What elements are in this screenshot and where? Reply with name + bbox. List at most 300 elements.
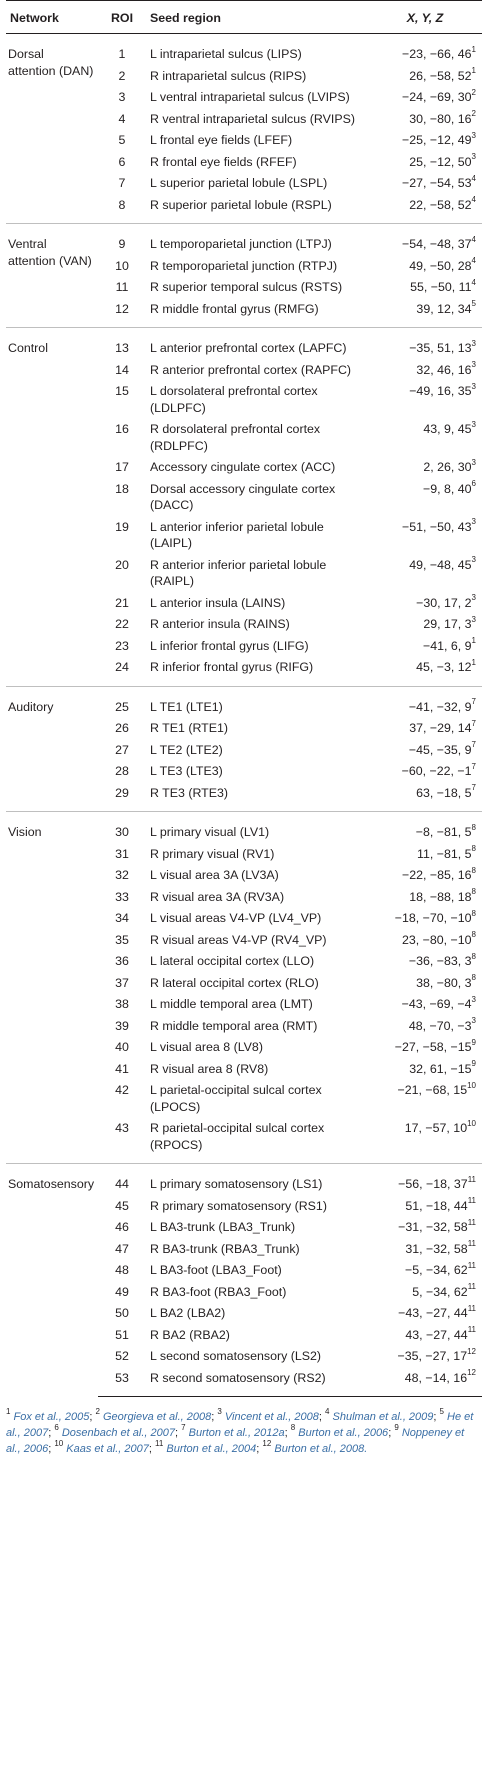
coordinate-value: 49, −50, 28 <box>409 258 472 273</box>
footnote-number: 4 <box>324 1407 330 1417</box>
network-group <box>6 686 482 812</box>
reference-superscript: 9 <box>471 1059 476 1069</box>
coordinate-value: 39, 12, 34 <box>416 301 472 316</box>
roi-number: 31 <box>115 846 129 861</box>
roi-number: 17 <box>115 460 129 474</box>
coordinate-value: −27, −54, 53 <box>401 176 472 190</box>
coordinates <box>368 656 482 686</box>
roi-number: 1 <box>118 47 126 61</box>
coordinate-value: −21, −68, 15 <box>397 1083 468 1097</box>
seed-region: L middle temporal area (LMT) <box>150 997 313 1011</box>
coordinate-value: −35, 51, 13 <box>409 341 472 355</box>
network-group <box>6 1164 482 1397</box>
coordinates <box>368 554 482 592</box>
coordinates <box>368 65 482 87</box>
footnote-item <box>54 1439 149 1455</box>
reference-superscript: 3 <box>471 994 476 1004</box>
reference-superscript: 3 <box>471 360 476 370</box>
footnote-item <box>217 1407 319 1423</box>
coordinates <box>368 34 482 65</box>
footnote-number: 3 <box>217 1407 222 1417</box>
coordinate-value: 43, −27, 44 <box>405 1327 468 1342</box>
footnote-citation[interactable]: He et al., 2007 <box>6 1411 474 1439</box>
coordinates <box>368 456 482 478</box>
coordinates <box>368 592 482 614</box>
roi-number: 47 <box>115 1241 129 1256</box>
roi-number: 51 <box>115 1327 129 1342</box>
seed-region: R middle frontal gyrus (RMFG) <box>150 301 319 316</box>
coordinate-value: 55, −50, 11 <box>410 280 472 294</box>
coordinate-value: 11, −81, 5 <box>417 846 472 861</box>
header-seed-region: Seed region <box>146 1 368 34</box>
coordinates <box>368 929 482 951</box>
reference-superscript: 9 <box>471 1037 476 1047</box>
reference-superscript: 1 <box>471 66 476 76</box>
seed-region: R primary visual (RV1) <box>150 846 275 861</box>
seed-region: R dorsolateral prefrontal cortex (RDLPFC) <box>150 422 321 453</box>
coordinate-value: −22, −85, 16 <box>401 868 472 882</box>
coordinates <box>368 886 482 908</box>
coordinates <box>368 516 482 554</box>
footnotes: $^1$ Fox et al., 2005; $^2$ Georgieva et al., 2008; $^3$ Vincent et al., 2008; $^4$ Shulman et al., 2009; $^5$ He et al., 2007; $^6$ Dosenbach et al., 2007; $^7$ Burton et al., 2012a; $^8$ Burton et al., 2006; $^9$ Noppeney et al., 2006; $^{10}$ Kaas et al., 2007; $^{11}$ Burton et al., 2004; $^{12}$ Burton et al., 2008. <box>6 1407 474 1455</box>
seed-region: L parietal-occipital sulcal cortex (LPOCS) <box>150 1083 322 1114</box>
header-coordinates: X, Y, Z <box>368 1 482 34</box>
coordinates <box>368 108 482 130</box>
coordinates <box>368 812 482 843</box>
reference-superscript: 2 <box>471 109 476 119</box>
reference-superscript: 4 <box>471 195 476 205</box>
seed-region: R anterior inferior parietal lobule (RAIPL) <box>150 557 327 588</box>
coordinate-value: −18, −70, −10 <box>394 911 472 925</box>
roi-number: 19 <box>115 519 129 534</box>
roi-number: 53 <box>98 1367 146 1397</box>
seed-region: R superior temporal sulcus (RSTS) <box>150 280 343 294</box>
seed-region: L frontal eye fields (LFEF) <box>150 133 293 147</box>
coordinate-value: 63, −18, 5 <box>416 785 472 800</box>
reference-superscript: 3 <box>471 457 476 467</box>
footnote-item <box>6 1407 90 1423</box>
roi-number: 29 <box>115 785 129 800</box>
reference-superscript: 8 <box>471 887 476 897</box>
footnote-number: 1 <box>6 1407 11 1417</box>
seed-region: R BA3-foot (RBA3_Foot) <box>150 1284 287 1299</box>
coordinate-value: 5, −34, 62 <box>412 1284 468 1299</box>
reference-superscript: 3 <box>471 338 476 348</box>
table-row <box>6 686 482 717</box>
seed-region: R superior parietal lobule (RSPL) <box>150 197 332 212</box>
network-group <box>6 224 482 328</box>
roi-number: 50 <box>115 1306 129 1320</box>
roi-number: 33 <box>115 889 129 904</box>
roi-number: 44 <box>98 1164 146 1195</box>
roi-number: 18 <box>115 481 129 496</box>
coordinate-value: 38, −80, 3 <box>416 975 472 990</box>
network-name: Somatosensory <box>6 1164 98 1397</box>
reference-superscript: 11 <box>467 1303 476 1313</box>
table-row <box>6 34 482 65</box>
roi-table <box>6 0 482 1397</box>
coordinate-value: −31, −32, 58 <box>398 1220 468 1234</box>
roi-number: 12 <box>115 301 129 316</box>
coordinate-value: −24, −69, 30 <box>401 90 472 104</box>
coordinates <box>368 635 482 657</box>
roi-number: 9 <box>98 224 146 255</box>
seed-region: L TE3 (LTE3) <box>150 764 223 778</box>
seed-region: R inferior frontal gyrus (RIFG) <box>150 660 314 674</box>
reference-superscript: 5 <box>471 299 476 309</box>
coordinate-value: −9, 8, 40 <box>422 481 472 496</box>
reference-superscript: 8 <box>471 973 476 983</box>
coordinates <box>368 328 482 359</box>
coordinates <box>368 194 482 224</box>
coordinates <box>368 686 482 717</box>
footnote-number: 12 <box>262 1439 272 1449</box>
seed-region: L primary somatosensory (LS1) <box>146 1164 368 1195</box>
coordinates <box>368 1302 482 1324</box>
seed-region: L intraparietal sulcus (LIPS) <box>150 47 302 61</box>
coordinates <box>368 172 482 194</box>
coordinates <box>368 478 482 516</box>
coordinate-value: 23, −80, −10 <box>401 932 472 947</box>
roi-number: 38 <box>115 997 129 1011</box>
reference-superscript: 12 <box>467 1346 476 1356</box>
footnote-number: 9 <box>394 1423 399 1433</box>
reference-superscript: 8 <box>471 865 476 875</box>
coordinate-value: −5, −34, 62 <box>404 1263 468 1277</box>
roi-number: 37 <box>115 975 129 990</box>
reference-superscript: 8 <box>471 844 476 854</box>
coordinates <box>368 739 482 761</box>
footnote-number: 5 <box>439 1407 444 1417</box>
coordinates <box>368 380 482 418</box>
coordinate-value: −23, −66, 46 <box>401 47 472 61</box>
coordinate-value: 32, 61, −15 <box>409 1061 472 1076</box>
coordinates <box>368 255 482 277</box>
reference-superscript: 4 <box>471 173 476 183</box>
coordinates <box>368 1036 482 1058</box>
roi-number: 49 <box>115 1284 129 1299</box>
seed-region: L BA2 (LBA2) <box>150 1306 226 1320</box>
coordinate-value: −43, −69, −4 <box>401 997 472 1011</box>
seed-region: R intraparietal sulcus (RIPS) <box>150 68 307 83</box>
footnote-citation[interactable]: Burton et al., 2008. <box>274 1443 368 1455</box>
roi-number: 14 <box>115 362 129 377</box>
seed-region: Accessory cingulate cortex (ACC) <box>150 460 336 474</box>
roi-number: 39 <box>115 1018 129 1033</box>
footnote-item <box>262 1439 368 1455</box>
roi-number: 42 <box>115 1083 129 1097</box>
coordinate-value: −8, −81, 5 <box>415 825 472 839</box>
network-group <box>6 812 482 1164</box>
reference-superscript: 11 <box>467 1196 476 1206</box>
coordinates <box>368 1216 482 1238</box>
footnote-citation[interactable]: Burton et al., 2006 <box>298 1427 389 1439</box>
roi-number: 22 <box>115 617 129 631</box>
coordinate-value: −27, −58, −15 <box>394 1040 472 1054</box>
network-group <box>6 34 482 224</box>
seed-region: R visual areas V4-VP (RV4_VP) <box>150 932 327 947</box>
coordinate-value: 49, −48, 45 <box>409 557 472 572</box>
footnote-citation[interactable]: Kaas et al., 2007 <box>66 1443 149 1455</box>
roi-number: 48 <box>115 1263 129 1277</box>
network-name: Control <box>6 328 98 687</box>
roi-number: 6 <box>118 154 126 169</box>
reference-superscript: 10 <box>467 1118 476 1128</box>
coordinate-value: 31, −32, 58 <box>405 1241 468 1256</box>
roi-number: 28 <box>115 764 129 778</box>
reference-superscript: 8 <box>471 951 476 961</box>
roi-number: 4 <box>118 111 126 126</box>
coordinates <box>368 843 482 865</box>
roi-number: 7 <box>118 176 126 190</box>
coordinates <box>368 972 482 994</box>
coordinates <box>368 418 482 456</box>
coordinates <box>368 1058 482 1080</box>
footnote-number: 7 <box>181 1423 186 1433</box>
reference-superscript: 12 <box>467 1368 476 1378</box>
table-header <box>6 1 482 34</box>
roi-number: 2 <box>118 68 126 83</box>
coordinate-value: 51, −18, 44 <box>405 1198 468 1213</box>
table-row <box>6 328 482 359</box>
reference-superscript: 10 <box>467 1080 476 1090</box>
footnote-item <box>54 1423 175 1439</box>
seed-region: R TE1 (RTE1) <box>150 721 229 735</box>
reference-superscript: 11 <box>467 1282 476 1292</box>
footnote-citation[interactable]: Georgieva et al., 2008 <box>102 1411 212 1423</box>
reference-superscript: 4 <box>471 277 476 287</box>
seed-region: R lateral occipital cortex (RLO) <box>150 975 319 990</box>
roi-number: 21 <box>115 595 129 610</box>
seed-region: R middle temporal area (RMT) <box>150 1018 318 1033</box>
seed-region: L visual areas V4-VP (LV4_VP) <box>150 911 322 925</box>
roi-number: 34 <box>115 911 129 925</box>
seed-region: R BA3-trunk (RBA3_Trunk) <box>150 1241 300 1256</box>
coordinate-value: 17, −57, 10 <box>404 1121 468 1135</box>
reference-superscript: 1 <box>471 636 476 646</box>
footnote-number: 2 <box>95 1407 100 1417</box>
seed-region: R parietal-occipital sulcal cortex (RPOCS) <box>150 1121 325 1152</box>
roi-number: 23 <box>115 638 129 653</box>
coordinates <box>368 717 482 739</box>
coordinate-value: 37, −29, 14 <box>409 721 472 735</box>
seed-region: L superior parietal lobule (LSPL) <box>150 176 328 190</box>
coordinate-value: 45, −3, 12 <box>416 660 472 674</box>
reference-superscript: 3 <box>471 593 476 603</box>
reference-superscript: 3 <box>471 130 476 140</box>
coordinate-value: 43, 9, 45 <box>423 422 472 436</box>
roi-number: 41 <box>115 1061 129 1076</box>
roi-number: 45 <box>115 1198 129 1213</box>
coordinates <box>368 1117 482 1164</box>
coordinate-value: −49, 16, 35 <box>409 384 472 398</box>
coordinates <box>368 86 482 108</box>
seed-region: L BA3-foot (LBA3_Foot) <box>150 1263 282 1277</box>
seed-region: L anterior inferior parietal lobule (LAIPL) <box>150 519 324 550</box>
reference-superscript: 2 <box>471 87 476 97</box>
footnote-item <box>181 1423 285 1439</box>
coordinate-value: −43, −27, 44 <box>398 1306 468 1320</box>
seed-region: L visual area 3A (LV3A) <box>150 868 279 882</box>
reference-superscript: 11 <box>467 1239 476 1249</box>
seed-region: R TE3 (RTE3) <box>150 785 229 800</box>
roi-number: 3 <box>118 90 126 104</box>
coordinates <box>368 1281 482 1303</box>
coordinate-value: −41, −32, 9 <box>408 699 472 714</box>
roi-number: 16 <box>115 422 129 436</box>
coordinate-value: −45, −35, 9 <box>408 742 472 757</box>
seed-region: L ventral intraparietal sulcus (LVIPS) <box>150 90 350 104</box>
reference-superscript: 7 <box>471 697 476 707</box>
coordinates <box>368 359 482 381</box>
network-name: Auditory <box>6 686 98 812</box>
coordinate-value: 25, −12, 50 <box>409 154 472 169</box>
coordinate-value: 48, −14, 16 <box>404 1370 468 1385</box>
coordinate-value: 30, −80, 16 <box>409 111 472 126</box>
footnote-number: 11 <box>154 1439 164 1449</box>
footnote-citation[interactable]: Dosenbach et al., 2007 <box>61 1427 175 1439</box>
coordinates <box>368 907 482 929</box>
reference-superscript: 4 <box>471 256 476 266</box>
footnote-number: 8 <box>290 1423 296 1433</box>
footnote-number: 10 <box>54 1439 64 1449</box>
seed-region: R visual area 3A (RV3A) <box>150 889 285 904</box>
coordinates <box>368 993 482 1015</box>
seed-region: R BA2 (RBA2) <box>150 1327 230 1342</box>
roi-number: 40 <box>115 1040 129 1054</box>
reference-superscript: 11 <box>467 1174 476 1184</box>
reference-superscript: 7 <box>471 718 476 728</box>
coordinates <box>368 782 482 812</box>
coordinates <box>368 760 482 782</box>
coordinates <box>368 1079 482 1117</box>
roi-number: 30 <box>98 812 146 843</box>
roi-number: 20 <box>115 557 129 572</box>
coordinates <box>368 1345 482 1367</box>
roi-number: 24 <box>115 660 129 674</box>
reference-superscript: 3 <box>471 1016 476 1026</box>
coordinate-value: −60, −22, −1 <box>401 764 472 778</box>
reference-superscript: 1 <box>471 657 476 667</box>
seed-region: R temporoparietal junction (RTPJ) <box>150 258 338 273</box>
roi-number: 27 <box>115 742 129 757</box>
table-row <box>6 812 482 843</box>
seed-region: L TE1 (LTE1) <box>146 686 368 717</box>
network-name: Vision <box>6 812 98 1164</box>
footnote-citation[interactable]: Burton et al., 2012a <box>188 1427 285 1439</box>
seed-region: L visual area 8 (LV8) <box>150 1040 263 1054</box>
seed-region: R anterior insula (RAINS) <box>150 617 290 631</box>
coordinate-value: −54, −48, 37 <box>401 237 472 251</box>
footnote-number: 6 <box>54 1423 59 1433</box>
seed-region: L anterior insula (LAINS) <box>150 595 286 610</box>
reference-superscript: 7 <box>471 761 476 771</box>
footnote-citation[interactable]: Fox et al., 2005 <box>13 1411 90 1423</box>
roi-number: 11 <box>115 280 129 294</box>
reference-superscript: 1 <box>471 44 476 54</box>
seed-region: L anterior prefrontal cortex (LAPFC) <box>146 328 368 359</box>
roi-number: 25 <box>98 686 146 717</box>
reference-superscript: 3 <box>471 419 476 429</box>
reference-superscript: 3 <box>471 517 476 527</box>
roi-number: 52 <box>115 1349 129 1363</box>
coordinate-value: 29, 17, 3 <box>423 617 472 631</box>
coordinates <box>368 1015 482 1037</box>
coordinate-value: 32, 46, 16 <box>416 362 472 377</box>
roi-number: 8 <box>118 197 126 212</box>
reference-superscript: 8 <box>471 930 476 940</box>
reference-superscript: 3 <box>471 381 476 391</box>
footnote-citation[interactable]: Vincent et al., 2008 <box>224 1411 319 1423</box>
coordinates <box>368 864 482 886</box>
seed-region: R second somatosensory (RS2) <box>146 1367 368 1397</box>
seed-region: L BA3-trunk (LBA3_Trunk) <box>150 1220 296 1234</box>
roi-number: 43 <box>115 1121 129 1135</box>
reference-superscript: 3 <box>471 555 476 565</box>
network-name: Dorsal attention (DAN) <box>8 47 94 78</box>
seed-region: L lateral occipital cortex (LLO) <box>150 954 315 968</box>
coordinates <box>368 1367 482 1397</box>
reference-superscript: 3 <box>471 152 476 162</box>
seed-region: R visual area 8 (RV8) <box>150 1061 269 1076</box>
roi-number: 46 <box>115 1220 129 1234</box>
coordinate-value: 22, −58, 52 <box>409 197 472 212</box>
reference-superscript: 11 <box>467 1217 476 1227</box>
coordinates <box>368 129 482 151</box>
roi-number: 15 <box>115 384 129 398</box>
network-group <box>6 328 482 687</box>
seed-region: L second somatosensory (LS2) <box>150 1349 322 1363</box>
coordinate-value: 26, −58, 52 <box>409 68 472 83</box>
roi-number: 35 <box>115 932 129 947</box>
footnote-citation[interactable]: Noppeney et al., 2006 <box>6 1427 465 1455</box>
seed-region: R anterior prefrontal cortex (RAPFC) <box>150 362 352 377</box>
reference-superscript: 8 <box>471 908 476 918</box>
coordinate-value: 2, 26, 30 <box>423 460 472 474</box>
coordinate-value: −56, −18, 37 <box>398 1177 468 1191</box>
footnote-item <box>95 1407 212 1423</box>
coordinate-value: 18, −88, 18 <box>409 889 472 904</box>
coordinates <box>368 276 482 298</box>
coordinates <box>368 613 482 635</box>
roi-number: 10 <box>115 258 129 273</box>
coordinate-value: −35, −27, 17 <box>397 1349 468 1363</box>
reference-superscript: 7 <box>471 740 476 750</box>
footnote-item <box>154 1439 257 1455</box>
header-network: Network <box>6 1 98 34</box>
coordinate-value: −25, −12, 49 <box>401 133 472 147</box>
coordinates <box>368 1195 482 1217</box>
table-row <box>6 1164 482 1195</box>
table-row <box>6 224 482 255</box>
coordinates <box>368 298 482 328</box>
coordinate-value: −36, −83, 3 <box>408 954 472 968</box>
footnote-citation[interactable]: Shulman et al., 2009 <box>332 1411 434 1423</box>
coordinates <box>368 1164 482 1195</box>
seed-region: R primary somatosensory (RS1) <box>150 1198 327 1213</box>
coordinates <box>368 224 482 255</box>
coordinates <box>368 950 482 972</box>
network-name: Ventral attention (VAN) <box>6 224 98 328</box>
seed-region: R frontal eye fields (RFEF) <box>150 154 297 169</box>
reference-superscript: 3 <box>471 614 476 624</box>
coordinates <box>368 1259 482 1281</box>
footnote-citation[interactable]: Burton et al., 2004 <box>166 1443 257 1455</box>
seed-region: L inferior frontal gyrus (LIFG) <box>150 638 309 653</box>
coordinates <box>368 1238 482 1260</box>
roi-number: 13 <box>98 328 146 359</box>
reference-superscript: 4 <box>471 234 476 244</box>
